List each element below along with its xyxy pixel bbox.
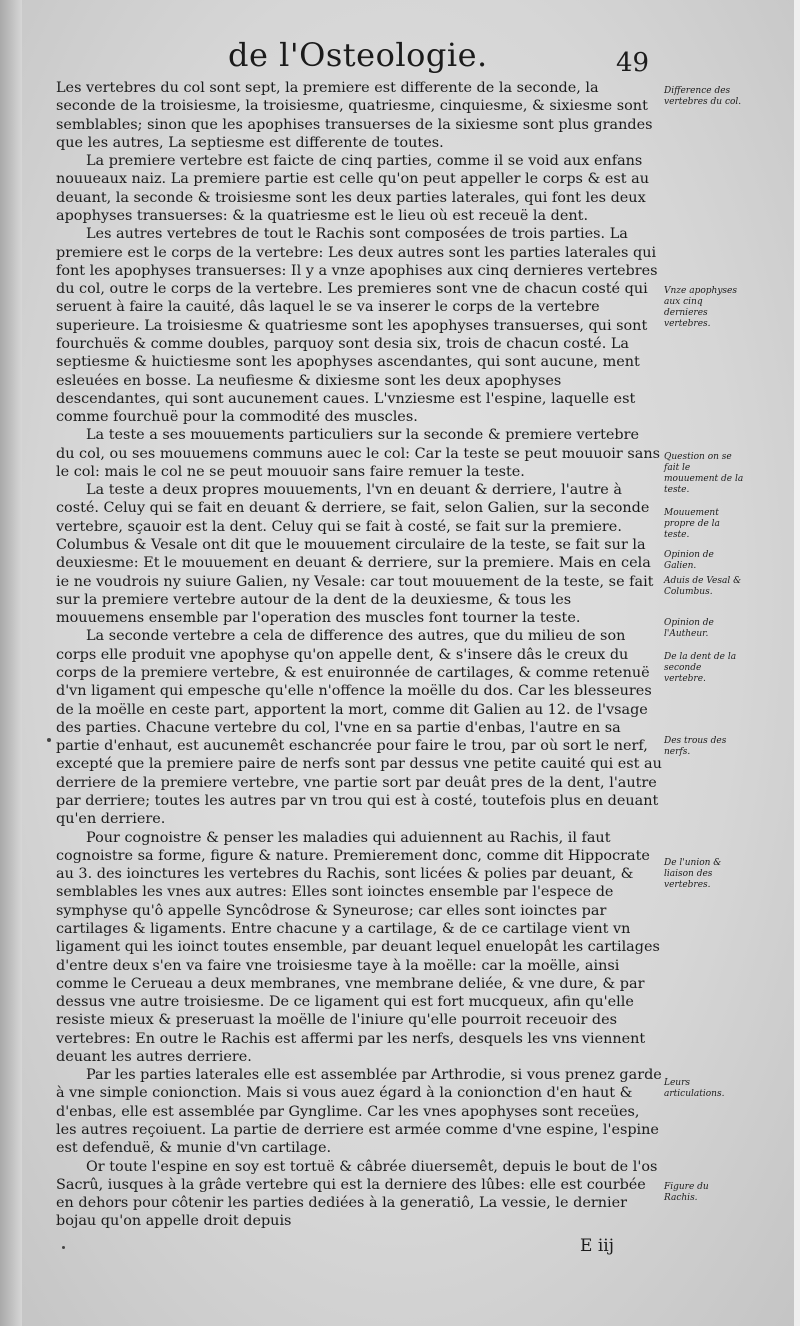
margin-note: Figure du Rachis.: [664, 1182, 709, 1203]
margin-note: Aduis de Vesal & Columbus.: [664, 576, 742, 597]
paragraph-cervical-vertebrae: Les vertebres du col sont sept, la premiere est differente de la seconde, la seconde de la troisiesme, la troisiesme, quatriesme, cinquiesme, & sixiesme sont semblables; sinon que les apophises transuerses de la sixiesme sont plus grandes que les autres, La septiesme est differente de toutes.: [56, 80, 653, 151]
margin-note: Des trous des nerfs.: [664, 736, 727, 757]
paragraph-other-vertebrae: Les autres vertebres de tout le Rachis sont composées de trois parties. La premiere est le corps de la vertebre: Les deux autres sont les parties laterales qui font les apophyses transuerses: Il y a vnze apophises aux cinq dernieres vertebres du col, outre le corps de la vertebre. Les premieres sont vne de chacun costé qui seruent à faire la cauité, dâs laquel le se va inserer le corps de la vertebre superieure. La troisiesme & quatriesme sont les apophyses transuerses, qui sont fourchuës & comme doubles, parquoy sont desia six, trois de chacun costé. La septiesme & huictiesme sont les apophyses ascendantes, qui sont aucune, ment esleuées en bosse. La neufiesme & dixiesme sont les deux apophyses descendantes, qui sont aucunement caues. L'vnziesme est l'espine, laquelle est comme fourchuë pour la commodité des muscles.: [56, 226, 658, 426]
margin-note: Mouuement propre de la teste.: [664, 508, 720, 540]
main-text: [56, 79, 662, 1231]
paragraph-lateral-parts: Par les parties laterales elle est assemblée par Arthrodie, si vous prenez garde à vne simple conionction. Mais si vous auez égard à la conionction d'en haut & d'enbas, elle est assemblée par Gynglime. Car les vnes apophyses sont receües, les autres reçoiuent. La partie de derriere est armée comme d'vne espine, l'espine est defenduë, & munie d'vn cartilage.: [56, 1067, 662, 1157]
margin-note: Opinion de l'Autheur.: [664, 618, 714, 639]
page-number: 49: [616, 48, 650, 78]
margin-note: Difference des vertebres du col.: [664, 86, 742, 107]
gutter-shadow: [0, 0, 22, 1326]
ink-speck: [47, 738, 51, 742]
paragraph-second-vertebra: La seconde vertebre a cela de difference des autres, que du milieu de son corps elle produit vne apophyse qu'on appelle dent, & s'insere dâs le creux du corps de la premiere vertebre, & est enuironnée de cartilages, & comme retenuë d'vn ligament qui empesche qu'elle n'offence la moëlle du dos. Car les blesseures de la moëlle en ceste part, apportent la mort, comme dit Galien au 12. de l'vsage des parties. Chacune vertebre du col, l'vne en sa partie d'enbas, l'autre en sa partie d'enhaut, est aucunemêt eschancrée pour faire le trou, par où sort le nerf, excepté que la premiere paire de nerfs sont par dessus vne petite cauité qui est au derriere de la premiere vertebre, vne partie sort par deuât pres de la dent, l'autre par derriere; toutes les autres par vn trou qui est à costé, toutefois plus en deuant qu'en derriere.: [56, 628, 662, 828]
margin-note: Question on se fait le mouuement de la teste.: [664, 452, 744, 495]
ink-speck: [62, 1246, 65, 1249]
margin-note: Leurs articulations.: [664, 1078, 725, 1099]
margin-note: De l'union & liaison des vertebres.: [664, 858, 722, 890]
margin-note: De la dent de la seconde vertebre.: [664, 652, 737, 684]
margin-note: Opinion de Galien.: [664, 550, 714, 571]
paragraph-first-vertebra: La premiere vertebre est faicte de cinq parties, comme il se void aux enfans nouueaux naiz. La premiere partie est celle qu'on peut appeller le corps & est au deuant, la seconde & troisiesme sont les deux parties laterales, qui font les deux apophyses transuerses: & la quatriesme est le lieu où est receuë la dent.: [56, 153, 649, 224]
paragraph-spine-diseases: Pour cognoistre & penser les maladies qui aduiennent au Rachis, il faut cognoistre sa forme, figure & nature. Premierement donc, comme dit Hippocrate au 3. des ioinctures les vertebres du Rachis, sont licées & polies par deuant, & semblables les vnes aux autres: Elles sont ioinctes ensemble par l'espece de symphyse qu'ô appelle Syncôdrose & Syneurose; car elles sont ioinctes par cartilages & ligaments. Entre chacune y a cartilage, & de ce cartilage vient vn ligament qui les ioinct toutes ensemble, par deuant lequel enuelopât les cartilages d'entre deux s'en va faire vne troisiesme taye à la moëlle: car la moëlle, ainsi comme le Cerueau a deux membranes, vne membrane deliée, & vne dure, & par dessus vne autre troisiesme. De ce ligament qui est fort mucqueux, afin qu'elle resiste mieux & preseruast la moëlle de l'iniure qu'elle pourroit receuoir des vertebres: En outre le Rachis est affermi par les nerfs, desquels les vns viennent deuant les autres derriere.: [56, 829, 660, 1065]
margin-note: Vnze apophyses aux cinq dernieres vertebres.: [664, 286, 737, 329]
paragraph-spine-curvature: Or toute l'espine en soy est tortuë & câbrée diuersemêt, depuis le bout de l'os Sacrû, iusques à la grâde vertebre qui est la derniere des lûbes: elle est courbée en dehors pour côtenir les parties dediées à la generatiô, La vessie, le dernier bojau qu'on appelle droit depuis: [56, 1158, 658, 1230]
page-edge: [794, 0, 800, 1326]
running-title: de l'Osteologie.: [228, 36, 488, 74]
page-header: [0, 30, 800, 80]
signature-mark: E iij: [580, 1236, 614, 1256]
paragraph-proper-movements: La teste a deux propres mouuements, l'vn en deuant & derriere, l'autre à costé. Celuy qui se fait en deuant & derriere, se fait, selon Galien, sur la seconde vertebre, sçauoir est la dent. Celuy qui se fait à costé, se fait sur la premiere. Columbus & Vesale ont dit que le mouuement circulaire de la teste, se fait sur la deuxiesme: Et le mouuement en deuant & derriere, sur la premiere. Mais en cela ie ne voudrois ny suiure Galien, ny Vesale: car tout mouuement de la teste, se fait sur la premiere vertebre autour de la dent de la deuxiesme, & tous les mouuemens ensemble par l'operation des muscles font tourner la teste.: [56, 482, 654, 627]
paragraph-head-movements: La teste a ses mouuements particuliers sur la seconde & premiere vertebre du col, ou ses mouuemens communs auec le col: Car la teste se peut mouuoir sans le col: mais le col ne se peut mouuoir sans faire remuer la teste.: [56, 427, 660, 480]
